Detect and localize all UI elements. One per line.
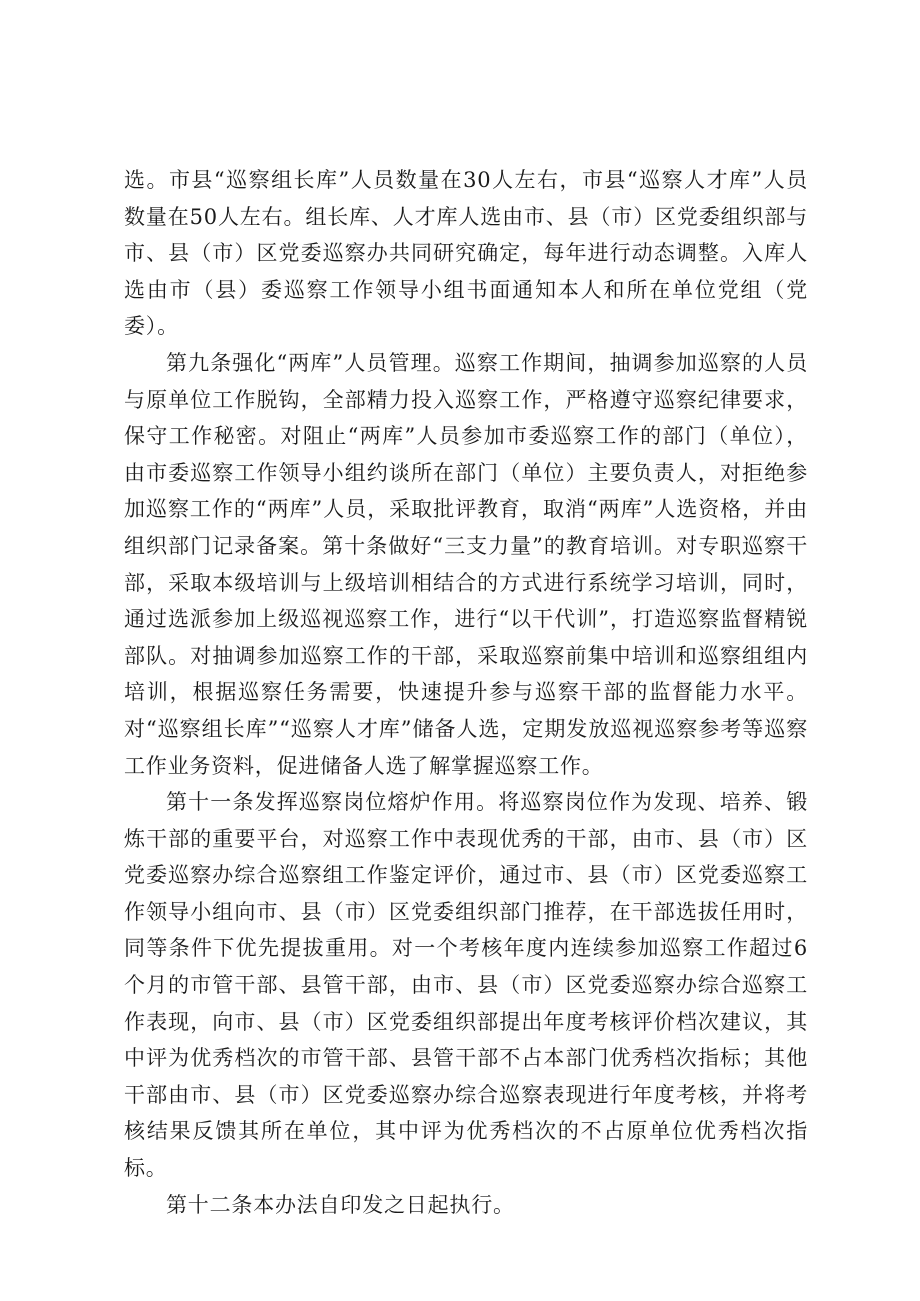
document-body (124, 162, 808, 1223)
paragraph-continuation: 选。市县“巡察组长库”人员数量在30人左右，市县“巡察人才库”人员数量在50人左右。组长库、人才库人选由市、县（市）区党委组织部与市、县（市）区党委巡察办共同研究确定，每年进行动态调整。入库人选由市（县）委巡察工作领导小组书面通知本人和所在单位党组（党委）。 (124, 168, 808, 339)
paragraph-article-11: 第十一条发挥巡察岗位熔炉作用。将巡察岗位作为发现、培养、锻炼干部的重要平台，对巡察工作中表现优秀的干部，由市、县（市）区党委巡察办综合巡察组工作鉴定评价，通过市、县（市）区党委巡察工作领导小组向市、县（市）区党委组织部门推荐，在干部选拔任用时，同等条件下优先提拔重用。对一个考核年度内连续参加巡察工作超过6个月的市管干部、县管干部，由市、县（市）区党委巡察办综合巡察工作表现，向市、县（市）区党委组织部提出年度考核评价档次建议，其中评为优秀档次的市管干部、县管干部不占本部门优秀档次指标；其他干部由市、县（市）区党委巡察办综合巡察表现进行年度考核，并将考核结果反馈其所在单位，其中评为优秀档次的不占原单位优秀档次指标。 (124, 790, 808, 1181)
paragraph-article-9-10: 第九条强化“两库”人员管理。巡察工作期间，抽调参加巡察的人员与原单位工作脱钩，全部精力投入巡察工作，严格遵守巡察纪律要求，保守工作秘密。对阻止“两库”人员参加市委巡察工作的部门（单位），由市委巡察工作领导小组约谈所在部门（单位）主要负责人，对拒绝参加巡察工作的“两库”人员，采取批评教育，取消“两库”人选资格，并由组织部门记录备案。第十条做好“三支力量”的教育培训。对专职巡察干部，采取本级培训与上级培训相结合的方式进行系统学习培训，同时，通过选派参加上级巡视巡察工作，进行“以干代训”，打造巡察监督精锐部队。对抽调参加巡察工作的干部，采取巡察前集中培训和巡察组组内培训，根据巡察任务需要，快速提升参与巡察干部的监督能力水平。对“巡察组长库”“巡察人才库”储备人选，定期发放巡视巡察参考等巡察工作业务资料，促进储备人选了解掌握巡察工作。 (124, 350, 808, 778)
paragraph-article-12: 第十二条本办法自印发之日起执行。 (166, 1192, 515, 1217)
